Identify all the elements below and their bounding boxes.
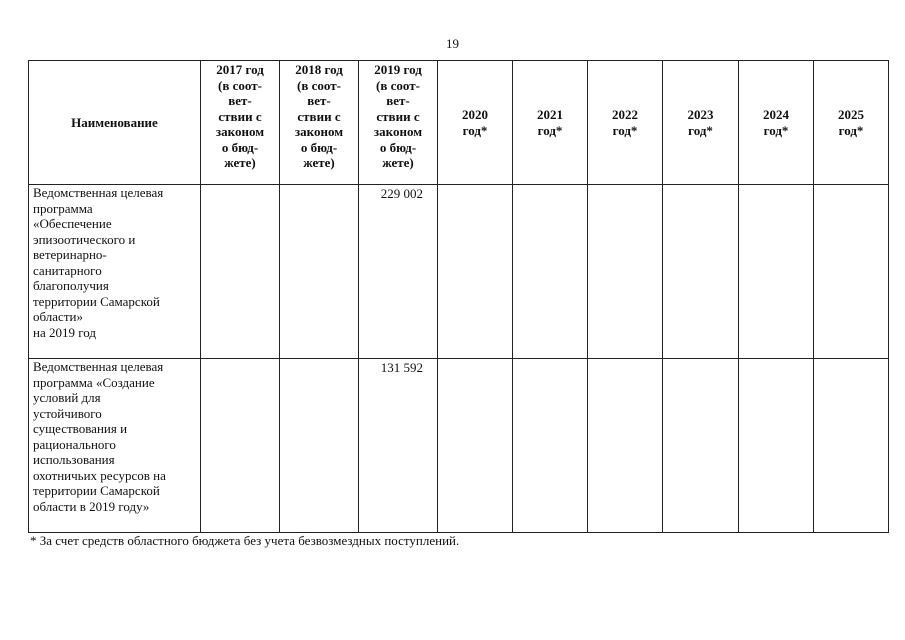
header-2023-label: 2023 год*	[687, 107, 714, 138]
header-2025	[814, 61, 889, 185]
value-cell-2025	[814, 359, 889, 533]
budget-table	[28, 60, 889, 533]
value-cell-2022	[588, 185, 663, 359]
header-name	[29, 61, 201, 185]
header-name-label: Наименование	[71, 114, 158, 130]
row-name: Ведомственная целевая программа «Создание условий для устойчивого существования и рационального использования охотничьих ресурсов на территории Самарской области в 2019 году»	[33, 359, 166, 514]
table-header-row	[29, 61, 889, 185]
value-cell-2017	[201, 185, 280, 359]
header-2019-label: 2019 год (в соот- вет- ствии с законом о бюд- жете)	[373, 62, 423, 170]
header-2025-label: 2025 год*	[838, 107, 864, 138]
table-row	[29, 359, 889, 533]
header-2018-label: 2018 год (в соот- вет- ствии с законом о бюд- жете)	[294, 62, 344, 170]
header-2020	[438, 61, 513, 185]
value-cell-2018	[280, 185, 359, 359]
value-cell-2021	[513, 185, 588, 359]
row-name-cell	[29, 185, 201, 359]
header-2020-label: 2020 год*	[462, 107, 488, 138]
header-2022	[588, 61, 663, 185]
table-row	[29, 185, 889, 359]
header-2019	[359, 61, 438, 185]
value-cell-2020	[438, 185, 513, 359]
value-cell-2020	[438, 359, 513, 533]
value-cell-2021	[513, 359, 588, 533]
value-cell-2024	[739, 359, 814, 533]
value-cell-2017	[201, 359, 280, 533]
header-2023	[663, 61, 739, 185]
value-cell-2024	[739, 185, 814, 359]
row-name: Ведомственная целевая программа «Обеспечение эпизоотического и ветеринарно- санитарного благополучия территории Самарской области» на 2019 год	[33, 185, 164, 340]
value-cell-2023	[663, 359, 739, 533]
header-2017-label: 2017 год (в соот- вет- ствии с законом о бюд- жете)	[215, 62, 265, 170]
value-cell-2018	[280, 359, 359, 533]
value-cell-2025	[814, 185, 889, 359]
header-2024	[739, 61, 814, 185]
header-2024-label: 2024 год*	[763, 107, 789, 138]
value-cell-2023	[663, 185, 739, 359]
footnote: * За счет средств областного бюджета без учета безвозмездных поступлений.	[30, 533, 460, 548]
header-2017	[201, 61, 280, 185]
header-2022-label: 2022 год*	[612, 107, 638, 138]
header-2021	[513, 61, 588, 185]
value-cell-2019: 131 592	[359, 359, 438, 533]
value-cell-2019: 229 002	[359, 185, 438, 359]
row-name-cell	[29, 359, 201, 533]
value-cell-2022	[588, 359, 663, 533]
header-2018	[280, 61, 359, 185]
header-2021-label: 2021 год*	[537, 107, 563, 138]
page-number: 19	[446, 36, 459, 51]
